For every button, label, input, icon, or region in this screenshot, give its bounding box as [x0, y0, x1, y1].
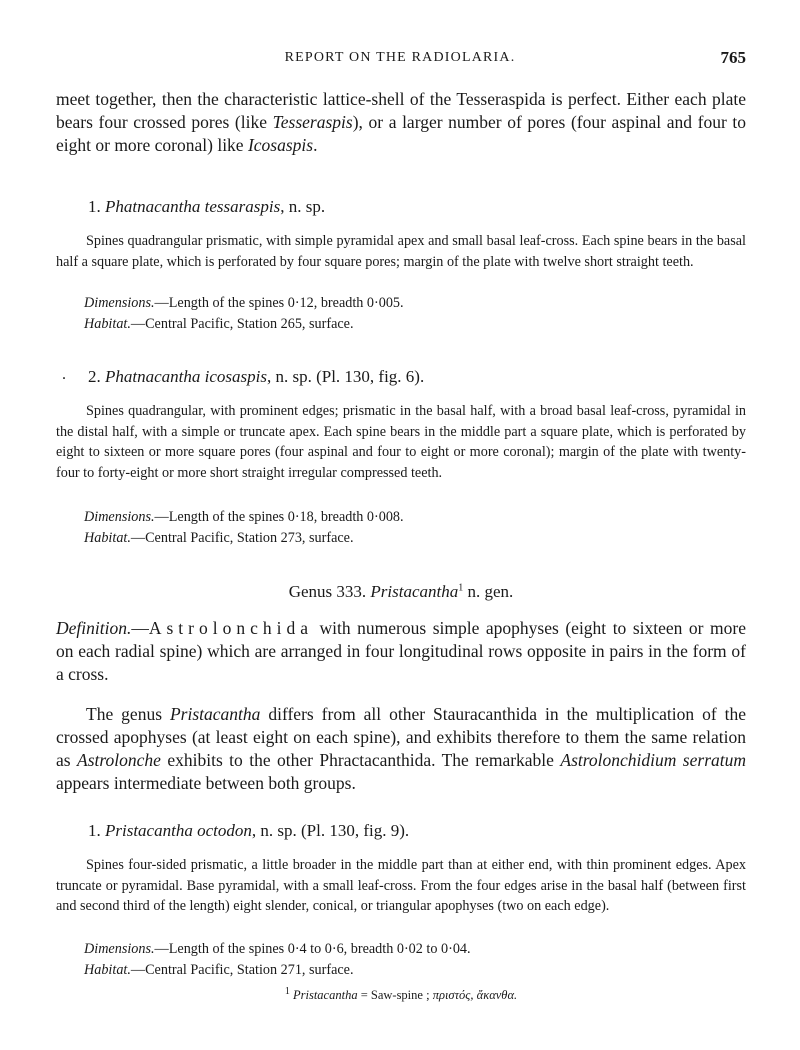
- page-number: 765: [720, 48, 746, 67]
- genus-tesseraspis: Tesseraspis: [272, 112, 353, 132]
- species-suffix: , n. sp. (Pl. 130, fig. 6).: [266, 367, 425, 386]
- footnote-reference: 1: [458, 582, 464, 594]
- page-header: [0, 50, 800, 72]
- genus-pristacantha: Pristacantha: [169, 704, 261, 724]
- dimensions-text: —Length of the spines 0·4 to 0·6, breadth 0·02 to 0·04.: [154, 941, 471, 957]
- footnote-term: Pristacantha: [292, 988, 358, 1003]
- habitat-label: Habitat.: [84, 962, 131, 978]
- habitat-label: Habitat.: [84, 316, 131, 332]
- species-heading-icosaspis: [56, 366, 778, 388]
- intro-text: meet together, then the characteristic lattice-shell of the Tesseraspida is perfect. Either each plate bears four crossed pores (like: [56, 89, 746, 132]
- habitat-line: [56, 960, 774, 981]
- footnote-text: = Saw-spine ;: [357, 988, 433, 1003]
- definition-text: with numerous simple apophyses (eight to sixteen or more on each radial spine) which are arranged in four longitudinal rows opposite in pairs in the form of a cross.: [56, 618, 746, 684]
- intro-text: ), or a larger number of pores (four aspinal and four to eight or more coronal) like: [56, 112, 746, 155]
- discussion-text: The genus: [86, 704, 170, 724]
- definition-dash: —: [131, 618, 149, 638]
- genus-icosaspis: Icosaspis: [247, 135, 314, 155]
- definition-paragraph: [56, 617, 746, 686]
- dimensions-label: Dimensions.: [84, 941, 155, 957]
- footnote-greek: πριστός, ἄκανθα.: [432, 988, 518, 1003]
- margin-mark: .: [62, 366, 66, 383]
- genus-astrolonche: Astrolonche: [77, 750, 161, 770]
- discussion-text: exhibits to the other Phractacanthida. The remarkable: [160, 750, 561, 770]
- species-name: Phatnacantha icosaspis: [105, 367, 267, 386]
- definition-group: Astrolonchida: [148, 618, 313, 638]
- discussion-text: differs from all other Stauracanthida in the multiplication of the crossed apophyses (at least eight on each spine), and exhibits therefore to them the same relation as: [56, 704, 746, 770]
- species-astrolonchidium: Astrolonchidium serratum: [560, 750, 747, 770]
- species-number: 1.: [88, 197, 101, 216]
- footnote: [56, 986, 746, 1003]
- species-heading-tessaraspis: [56, 196, 778, 218]
- definition-label: Definition.: [56, 618, 132, 638]
- habitat-text: —Central Pacific, Station 273, surface.: [130, 530, 354, 546]
- running-title: REPORT ON THE RADIOLARIA.: [284, 50, 516, 65]
- species-name: Phatnacantha tessaraspis: [105, 197, 281, 216]
- genus-heading: [56, 582, 746, 602]
- dimensions-text: —Length of the spines 0·12, breadth 0·005.: [154, 295, 404, 311]
- species-description-octodon: Spines four-sided prismatic, a little broader in the middle part than at either end, with thin prominent edges. Apex truncate or pyramidal. Base pyramidal, with a small leaf-cross. From the four edges arise in the basal half (between first and second third of the length) eight slender, conical, or triangular apophyses (two on each edge).: [56, 857, 746, 915]
- habitat-text: —Central Pacific, Station 271, surface.: [130, 962, 354, 978]
- genus-suffix: n. gen.: [463, 582, 514, 601]
- species-name: Pristacantha octodon: [105, 821, 252, 840]
- genus-name: Pristacantha: [370, 582, 459, 601]
- discussion-text: appears intermediate between both groups.: [56, 773, 356, 793]
- genus-number: Genus 333.: [288, 582, 371, 601]
- species-number: 1.: [88, 821, 101, 840]
- species-suffix: , n. sp. (Pl. 130, fig. 9).: [251, 821, 410, 840]
- dimensions-line: [56, 293, 774, 314]
- habitat-label: Habitat.: [84, 530, 131, 546]
- dimensions-label: Dimensions.: [84, 509, 155, 525]
- discussion-paragraph: [56, 703, 746, 795]
- habitat-text: —Central Pacific, Station 265, surface.: [130, 316, 354, 332]
- species-number: 2.: [88, 367, 101, 386]
- intro-paragraph: [56, 88, 746, 157]
- dimensions-line: [56, 507, 774, 528]
- species-suffix: , n. sp.: [280, 197, 326, 216]
- dimensions-text: —Length of the spines 0·18, breadth 0·008.: [154, 509, 404, 525]
- habitat-line: [56, 314, 774, 335]
- species-description-tessaraspis: Spines quadrangular prismatic, with simple pyramidal apex and small basal leaf-cross. Each spine bears in the basal half a square plate, which is perforated by four square pores; margin of the plate with twelve short straight teeth.: [56, 233, 746, 270]
- dimensions-line: [56, 939, 774, 960]
- dimensions-label: Dimensions.: [84, 295, 155, 311]
- footnote-mark: 1: [284, 986, 290, 997]
- species-description-icosaspis: Spines quadrangular, with prominent edges; prismatic in the basal half, with a broad basal leaf-cross, pyramidal in the distal half, with a simple or truncate apex. Each spine bears in the middle part a square plate, which is perforated by eight to sixteen or more square pores (four aspinal and four to eight or more coronal); margin of the plate with twenty-four to forty-eight or more short straight irregular compressed teeth.: [56, 403, 746, 482]
- intro-text: .: [313, 135, 318, 155]
- species-heading-octodon: [56, 820, 778, 842]
- habitat-line: [56, 528, 774, 549]
